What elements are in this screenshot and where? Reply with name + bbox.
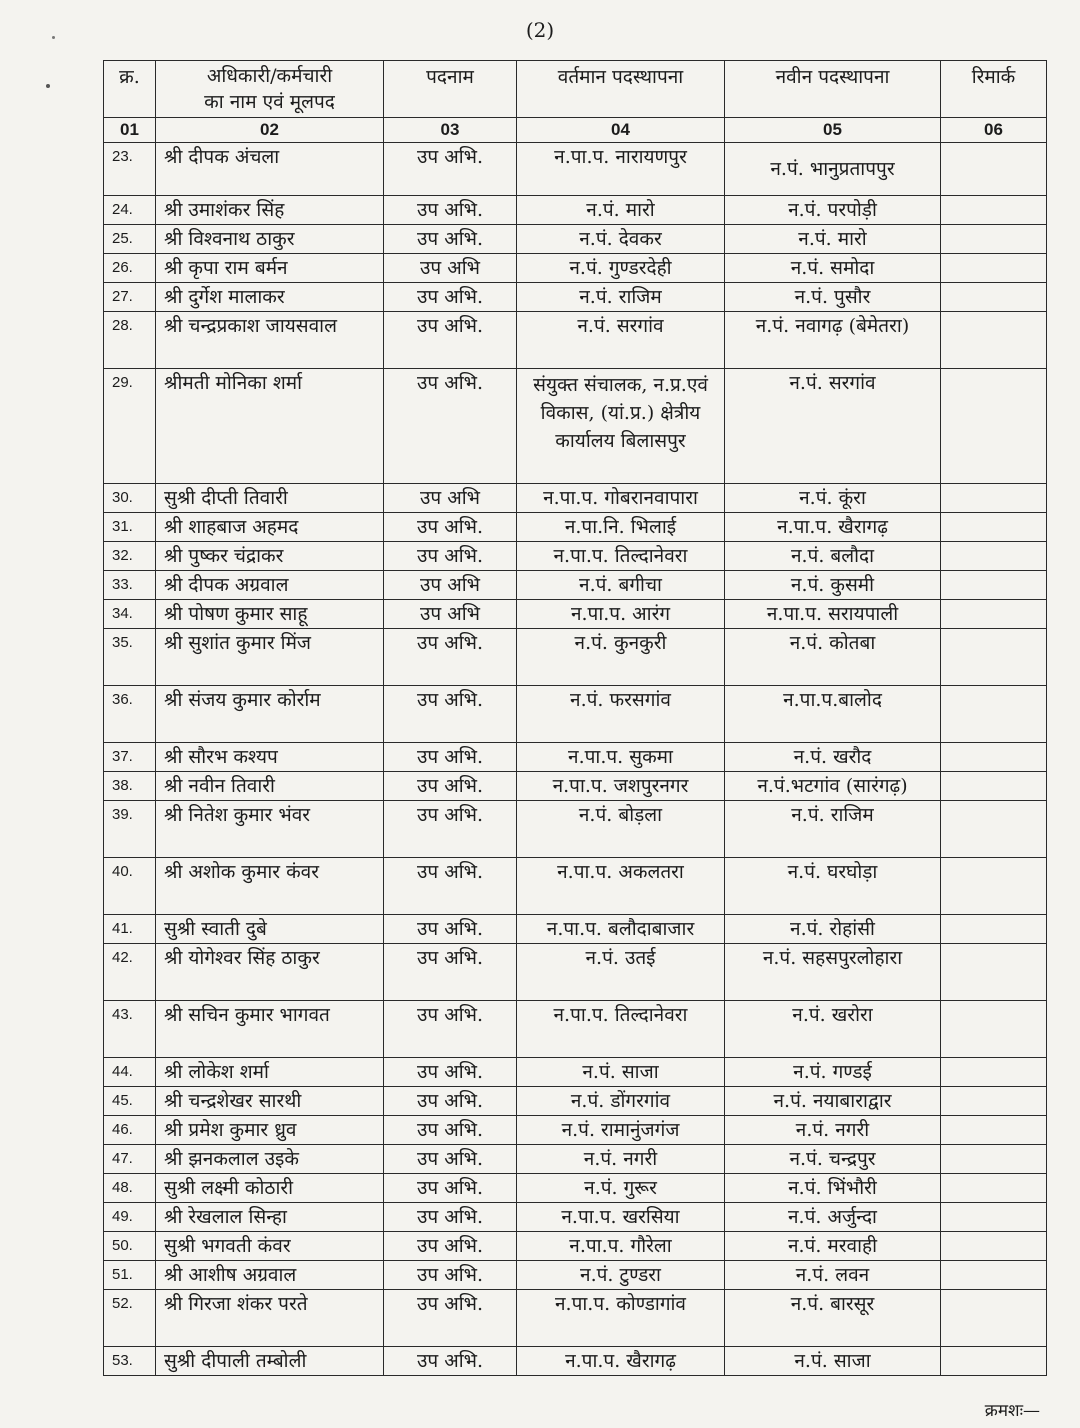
new-posting: न.पं. अर्जुन्दा [725,1203,941,1232]
remark [941,600,1047,629]
current-posting: न.पा.प. आरंग [517,600,725,629]
remark [941,283,1047,312]
column-number-row [104,118,1047,143]
remark [941,1001,1047,1058]
new-posting: न.पं. सहसपुरलोहारा [725,944,941,1001]
table-row [104,1232,1047,1261]
new-posting: न.पं. गण्डई [725,1058,941,1087]
current-posting: न.पा.प. जशपुरनगर [517,772,725,801]
remark [941,196,1047,225]
serial-number: 35. [104,629,156,686]
employee-name: श्री रेखलाल सिन्हा [156,1203,384,1232]
header-new-posting: नवीन पदस्थापना [725,61,941,118]
current-posting: न.पा.नि. भिलाई [517,513,725,542]
employee-name: श्री दीपक अंचला [156,143,384,196]
serial-number: 33. [104,571,156,600]
designation: उप अभि. [384,1058,517,1087]
employee-name: सुश्री दीप्ती तिवारी [156,484,384,513]
current-posting: न.पं. गुण्डरदेही [517,254,725,283]
new-posting: न.पं. बारसूर [725,1290,941,1347]
new-posting: न.पं. भानुप्रतापपुर [725,143,941,196]
designation: उप अभि [384,600,517,629]
remark [941,1087,1047,1116]
new-posting: न.पं. परपोड़ी [725,196,941,225]
serial-number: 46. [104,1116,156,1145]
employee-name: श्री कृपा राम बर्मन [156,254,384,283]
employee-name: श्री सचिन कुमार भागवत [156,1001,384,1058]
current-posting: न.पा.प. अकलतरा [517,858,725,915]
current-posting: न.पा.प. सुकमा [517,743,725,772]
continued-note: क्रमशः— [984,1401,1040,1421]
current-posting: न.पं. नगरी [517,1145,725,1174]
new-posting: न.पं. कूंरा [725,484,941,513]
current-posting: न.पं. सरगांव [517,312,725,369]
current-posting: न.पं. रामानुंजगंज [517,1116,725,1145]
designation: उप अभि. [384,1232,517,1261]
table-row [104,743,1047,772]
header-name [156,61,384,118]
designation: उप अभि. [384,1116,517,1145]
designation: उप अभि. [384,143,517,196]
table-row [104,629,1047,686]
remark [941,1058,1047,1087]
current-posting: न.पा.प. गोबरानवापारा [517,484,725,513]
current-posting: संयुक्त संचालक, न.प्र.एवं विकास, (यां.प्र.) क्षेत्रीय कार्यालय बिलासपुर [517,369,725,484]
serial-number: 50. [104,1232,156,1261]
table-row [104,513,1047,542]
new-posting: न.पं. साजा [725,1347,941,1376]
new-posting: न.पं. कोतबा [725,629,941,686]
current-posting: न.पं. फरसगांव [517,686,725,743]
table-row [104,1290,1047,1347]
designation: उप अभि [384,484,517,513]
header-current-posting: वर्तमान पदस्थापना [517,61,725,118]
new-posting: न.पं. लवन [725,1261,941,1290]
table-row [104,1116,1047,1145]
employee-name: श्री योगेश्वर सिंह ठाकुर [156,944,384,1001]
serial-number: 44. [104,1058,156,1087]
designation: उप अभि. [384,196,517,225]
employee-name: श्री दीपक अग्रवाल [156,571,384,600]
remark [941,542,1047,571]
serial-number: 25. [104,225,156,254]
new-posting: न.पं. पुसौर [725,283,941,312]
remark [941,484,1047,513]
remark [941,629,1047,686]
transfer-table [103,60,1047,1376]
serial-number: 29. [104,369,156,484]
column-number: 06 [941,118,1047,143]
current-posting: न.पा.प. खैरागढ़ [517,1347,725,1376]
serial-number: 23. [104,143,156,196]
designation: उप अभि. [384,772,517,801]
new-posting: न.पं. नवागढ़ (बेमेतरा) [725,312,941,369]
designation: उप अभि. [384,225,517,254]
current-posting: न.पं. टुण्डरा [517,1261,725,1290]
current-posting: न.पं. देवकर [517,225,725,254]
remark [941,143,1047,196]
designation: उप अभि [384,571,517,600]
table-row [104,1261,1047,1290]
designation: उप अभि. [384,686,517,743]
header-name-line1: अधिकारी/कर्मचारी [206,65,333,87]
table-row [104,801,1047,858]
header-row [104,61,1047,118]
current-posting: न.पं. कुनकुरी [517,629,725,686]
scan-speck [46,84,50,88]
table-row [104,571,1047,600]
page-number: (2) [525,18,555,42]
table-row [104,1203,1047,1232]
current-posting: न.पं. डोंगरगांव [517,1087,725,1116]
employee-name: श्री सौरभ कश्यप [156,743,384,772]
table-row [104,1058,1047,1087]
table-row [104,283,1047,312]
new-posting: न.पं. राजिम [725,801,941,858]
new-posting: न.पं. नगरी [725,1116,941,1145]
serial-number: 27. [104,283,156,312]
remark [941,1145,1047,1174]
remark [941,801,1047,858]
table-row [104,369,1047,484]
serial-number: 38. [104,772,156,801]
designation: उप अभि. [384,283,517,312]
remark [941,1232,1047,1261]
employee-name: श्री विश्वनाथ ठाकुर [156,225,384,254]
column-number: 03 [384,118,517,143]
employee-name: श्री चन्द्रशेखर सारथी [156,1087,384,1116]
serial-number: 37. [104,743,156,772]
table-row [104,858,1047,915]
remark [941,858,1047,915]
current-posting: न.पा.प. खरसिया [517,1203,725,1232]
designation: उप अभि. [384,1290,517,1347]
column-number: 05 [725,118,941,143]
current-posting: न.पं. राजिम [517,283,725,312]
current-posting: न.पा.प. कोण्डागांव [517,1290,725,1347]
current-posting: न.पा.प. नारायणपुर [517,143,725,196]
new-posting: न.पं. मारो [725,225,941,254]
serial-number: 48. [104,1174,156,1203]
table-row [104,1347,1047,1376]
new-posting: न.पं. बलौदा [725,542,941,571]
serial-number: 45. [104,1087,156,1116]
remark [941,513,1047,542]
table-row [104,312,1047,369]
current-posting: न.पं. मारो [517,196,725,225]
column-number: 02 [156,118,384,143]
serial-number: 51. [104,1261,156,1290]
current-posting: न.पं. बगीचा [517,571,725,600]
serial-number: 34. [104,600,156,629]
serial-number: 47. [104,1145,156,1174]
table-row [104,915,1047,944]
employee-name: श्री सुशांत कुमार मिंज [156,629,384,686]
column-number: 04 [517,118,725,143]
current-posting: न.पं. बोड़ला [517,801,725,858]
table-row [104,600,1047,629]
table-row [104,225,1047,254]
serial-number: 26. [104,254,156,283]
employee-name: सुश्री स्वाती दुबे [156,915,384,944]
remark [941,1290,1047,1347]
designation: उप अभि. [384,1087,517,1116]
remark [941,225,1047,254]
current-posting: न.पं. साजा [517,1058,725,1087]
serial-number: 39. [104,801,156,858]
designation: उप अभि. [384,312,517,369]
serial-number: 30. [104,484,156,513]
serial-number: 32. [104,542,156,571]
employee-name: श्री झनकलाल उइके [156,1145,384,1174]
employee-name: श्री आशीष अग्रवाल [156,1261,384,1290]
employee-name: श्री लोकेश शर्मा [156,1058,384,1087]
serial-number: 49. [104,1203,156,1232]
designation: उप अभि. [384,1145,517,1174]
new-posting: न.पं.भटगांव (सारंगढ़) [725,772,941,801]
current-posting: न.पं. उतई [517,944,725,1001]
remark [941,254,1047,283]
new-posting: न.पं. भिंभौरी [725,1174,941,1203]
designation: उप अभि. [384,1001,517,1058]
remark [941,1174,1047,1203]
serial-number: 31. [104,513,156,542]
employee-name: सुश्री लक्ष्मी कोठारी [156,1174,384,1203]
serial-number: 28. [104,312,156,369]
serial-number: 41. [104,915,156,944]
designation: उप अभि. [384,915,517,944]
new-posting: न.पं. खरौद [725,743,941,772]
current-posting: न.पा.प. गौरेला [517,1232,725,1261]
remark [941,915,1047,944]
employee-name: श्री नितेश कुमार भंवर [156,801,384,858]
new-posting: न.पा.प.बालोद [725,686,941,743]
employee-name: श्री उमाशंकर सिंह [156,196,384,225]
designation: उप अभि. [384,801,517,858]
table-row [104,1145,1047,1174]
table-row [104,196,1047,225]
table-row [104,143,1047,196]
new-posting: न.पं. सरगांव [725,369,941,484]
remark [941,944,1047,1001]
serial-number: 40. [104,858,156,915]
table-row [104,1174,1047,1203]
table-row [104,1087,1047,1116]
remark [941,369,1047,484]
remark [941,312,1047,369]
scan-speck [52,36,55,39]
new-posting: न.पं. चन्द्रपुर [725,1145,941,1174]
serial-number: 24. [104,196,156,225]
designation: उप अभि. [384,858,517,915]
employee-name: सुश्री दीपाली तम्बोली [156,1347,384,1376]
employee-name: श्री चन्द्रप्रकाश जायसवाल [156,312,384,369]
designation: उप अभि. [384,944,517,1001]
remark [941,1347,1047,1376]
employee-name: श्री पुष्कर चंद्राकर [156,542,384,571]
employee-name: श्रीमती मोनिका शर्मा [156,369,384,484]
employee-name: श्री पोषण कुमार साहू [156,600,384,629]
designation: उप अभि. [384,1203,517,1232]
serial-number: 53. [104,1347,156,1376]
employee-name: सुश्री भगवती कंवर [156,1232,384,1261]
designation: उप अभि. [384,1261,517,1290]
new-posting: न.पं. नयाबाराद्वार [725,1087,941,1116]
current-posting: न.पं. गुरूर [517,1174,725,1203]
new-posting: न.पं. मरवाही [725,1232,941,1261]
table-row [104,254,1047,283]
current-posting: न.पा.प. बलौदाबाजार [517,915,725,944]
new-posting: न.पा.प. खैरागढ़ [725,513,941,542]
header-serial: क्र. [104,61,156,118]
employee-name: श्री दुर्गेश मालाकर [156,283,384,312]
designation: उप अभि. [384,743,517,772]
new-posting: न.पं. कुसमी [725,571,941,600]
table-row [104,944,1047,1001]
new-posting: न.पा.प. सरायपाली [725,600,941,629]
designation: उप अभि. [384,513,517,542]
new-posting: न.पं. घरघोड़ा [725,858,941,915]
new-posting: न.पं. रोहांसी [725,915,941,944]
header-designation: पदनाम [384,61,517,118]
table-row [104,686,1047,743]
serial-number: 52. [104,1290,156,1347]
remark [941,571,1047,600]
serial-number: 42. [104,944,156,1001]
new-posting: न.पं. समोदा [725,254,941,283]
current-posting: न.पा.प. तिल्दानेवरा [517,542,725,571]
designation: उप अभि [384,254,517,283]
table-row [104,772,1047,801]
designation: उप अभि. [384,542,517,571]
designation: उप अभि. [384,629,517,686]
employee-name: श्री शाहबाज अहमद [156,513,384,542]
current-posting: न.पा.प. तिल्दानेवरा [517,1001,725,1058]
new-posting: न.पं. खरोरा [725,1001,941,1058]
serial-number: 43. [104,1001,156,1058]
employee-name: श्री अशोक कुमार कंवर [156,858,384,915]
remark [941,686,1047,743]
remark [941,743,1047,772]
employee-name: श्री संजय कुमार कोर्राम [156,686,384,743]
remark [941,1203,1047,1232]
serial-number: 36. [104,686,156,743]
remark [941,1116,1047,1145]
header-remark: रिमार्क [941,61,1047,118]
remark [941,772,1047,801]
employee-name: श्री गिरजा शंकर परते [156,1290,384,1347]
table-row [104,1001,1047,1058]
designation: उप अभि. [384,1347,517,1376]
designation: उप अभि. [384,369,517,484]
table-row [104,484,1047,513]
column-number: 01 [104,118,156,143]
table-row [104,542,1047,571]
employee-name: श्री प्रमेश कुमार ध्रुव [156,1116,384,1145]
designation: उप अभि. [384,1174,517,1203]
employee-name: श्री नवीन तिवारी [156,772,384,801]
remark [941,1261,1047,1290]
header-name-line2: का नाम एवं मूलपद [204,91,335,113]
